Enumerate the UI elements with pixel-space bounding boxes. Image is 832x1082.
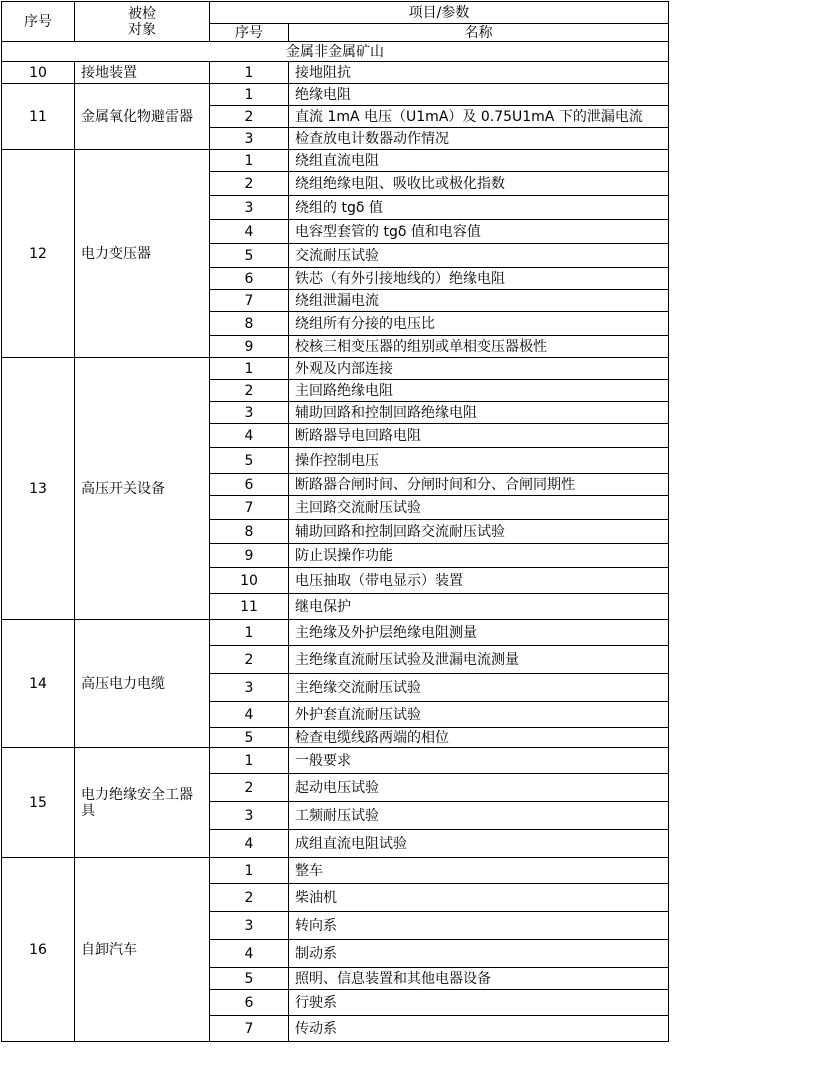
item-number: 2: [210, 774, 289, 802]
item-name: 外护套直流耐压试验: [289, 702, 669, 728]
header-seq: 序号: [2, 2, 75, 42]
item-name: 柴油机: [289, 884, 669, 912]
item-name: 继电保护: [289, 594, 669, 620]
item-name: 操作控制电压: [289, 448, 669, 474]
item-name: 整车: [289, 858, 669, 884]
item-number: 2: [210, 884, 289, 912]
item-name: 主回路交流耐压试验: [289, 496, 669, 520]
item-number: 11: [210, 594, 289, 620]
item-number: 4: [210, 220, 289, 244]
item-name: 交流耐压试验: [289, 244, 669, 268]
table-row: [2, 748, 669, 774]
item-name: 绕组绝缘电阻、吸收比或极化指数: [289, 172, 669, 196]
item-name: 主绝缘直流耐压试验及泄漏电流测量: [289, 646, 669, 674]
item-number: 3: [210, 196, 289, 220]
group-object: 高压开关设备: [75, 358, 210, 620]
item-number: 5: [210, 968, 289, 990]
item-number: 9: [210, 336, 289, 358]
item-number: 7: [210, 1016, 289, 1042]
table-row: [2, 358, 669, 380]
table-row: [2, 62, 669, 84]
group-object: 自卸汽车: [75, 858, 210, 1042]
item-number: 2: [210, 646, 289, 674]
item-number: 1: [210, 150, 289, 172]
group-object: 电力绝缘安全工器具: [75, 748, 210, 858]
group-object: 高压电力电缆: [75, 620, 210, 748]
item-name: 检查电缆线路两端的相位: [289, 728, 669, 748]
item-name: 检查放电计数器动作情况: [289, 128, 669, 150]
item-number: 4: [210, 940, 289, 968]
header-sub-seq: 序号: [210, 24, 289, 42]
item-number: 6: [210, 990, 289, 1016]
item-number: 8: [210, 520, 289, 544]
item-name: 外观及内部连接: [289, 358, 669, 380]
header-items-params: 项目/参数: [210, 2, 669, 24]
item-name: 校核三相变压器的组别或单相变压器极性: [289, 336, 669, 358]
item-name: 绕组泄漏电流: [289, 290, 669, 312]
group-number: 13: [2, 358, 75, 620]
group-number: 10: [2, 62, 75, 84]
item-name: 传动系: [289, 1016, 669, 1042]
group-number: 12: [2, 150, 75, 358]
item-name: 电容型套管的 tgδ 值和电容值: [289, 220, 669, 244]
header-name: 名称: [289, 24, 669, 42]
table-row: [2, 620, 669, 646]
table-row: [2, 84, 669, 106]
item-name: 成组直流电阻试验: [289, 830, 669, 858]
item-number: 3: [210, 402, 289, 424]
item-number: 1: [210, 620, 289, 646]
group-object: 电力变压器: [75, 150, 210, 358]
header-object-line1: 被检: [128, 5, 156, 22]
item-name: 铁芯（有外引接地线的）绝缘电阻: [289, 268, 669, 290]
item-number: 3: [210, 674, 289, 702]
item-number: 3: [210, 912, 289, 940]
item-number: 1: [210, 84, 289, 106]
item-name: 接地阻抗: [289, 62, 669, 84]
item-number: 4: [210, 702, 289, 728]
item-name: 制动系: [289, 940, 669, 968]
item-name: 绕组所有分接的电压比: [289, 312, 669, 336]
item-name: 辅助回路和控制回路交流耐压试验: [289, 520, 669, 544]
item-number: 5: [210, 448, 289, 474]
item-number: 7: [210, 290, 289, 312]
item-name: 主回路绝缘电阻: [289, 380, 669, 402]
table-row: [2, 150, 669, 172]
item-name: 行驶系: [289, 990, 669, 1016]
header-object-line2: 对象: [128, 21, 156, 38]
item-name: 起动电压试验: [289, 774, 669, 802]
item-name: 绝缘电阻: [289, 84, 669, 106]
item-name: 断路器合闸时间、分闸时间和分、合闸同期性: [289, 474, 669, 496]
item-name: 一般要求: [289, 748, 669, 774]
item-name: 主绝缘交流耐压试验: [289, 674, 669, 702]
item-name: 绕组的 tgδ 值: [289, 196, 669, 220]
item-number: 9: [210, 544, 289, 568]
item-number: 8: [210, 312, 289, 336]
item-number: 10: [210, 568, 289, 594]
item-name: 转向系: [289, 912, 669, 940]
item-number: 2: [210, 380, 289, 402]
item-number: 1: [210, 858, 289, 884]
item-number: 3: [210, 802, 289, 830]
item-number: 1: [210, 748, 289, 774]
item-number: 7: [210, 496, 289, 520]
group-number: 15: [2, 748, 75, 858]
inspection-table: [1, 1, 669, 1042]
item-number: 5: [210, 244, 289, 268]
header-object: [75, 2, 210, 42]
item-number: 2: [210, 106, 289, 128]
item-number: 4: [210, 830, 289, 858]
item-name: 辅助回路和控制回路绝缘电阻: [289, 402, 669, 424]
group-number: 14: [2, 620, 75, 748]
group-number: 11: [2, 84, 75, 150]
item-name: 直流 1mA 电压（U1mA）及 0.75U1mA 下的泄漏电流: [289, 106, 669, 128]
item-name: 电压抽取（带电显示）装置: [289, 568, 669, 594]
item-name: 照明、信息装置和其他电器设备: [289, 968, 669, 990]
item-number: 4: [210, 424, 289, 448]
item-number: 6: [210, 268, 289, 290]
category-row: 金属非金属矿山: [2, 42, 669, 62]
group-object: 接地装置: [75, 62, 210, 84]
item-name: 防止误操作功能: [289, 544, 669, 568]
item-name: 工频耐压试验: [289, 802, 669, 830]
item-number: 3: [210, 128, 289, 150]
item-number: 1: [210, 62, 289, 84]
group-object: 金属氧化物避雷器: [75, 84, 210, 150]
item-name: 断路器导电回路电阻: [289, 424, 669, 448]
item-number: 6: [210, 474, 289, 496]
item-number: 1: [210, 358, 289, 380]
table-row: [2, 858, 669, 884]
item-number: 2: [210, 172, 289, 196]
item-number: 5: [210, 728, 289, 748]
group-number: 16: [2, 858, 75, 1042]
item-name: 主绝缘及外护层绝缘电阻测量: [289, 620, 669, 646]
item-name: 绕组直流电阻: [289, 150, 669, 172]
